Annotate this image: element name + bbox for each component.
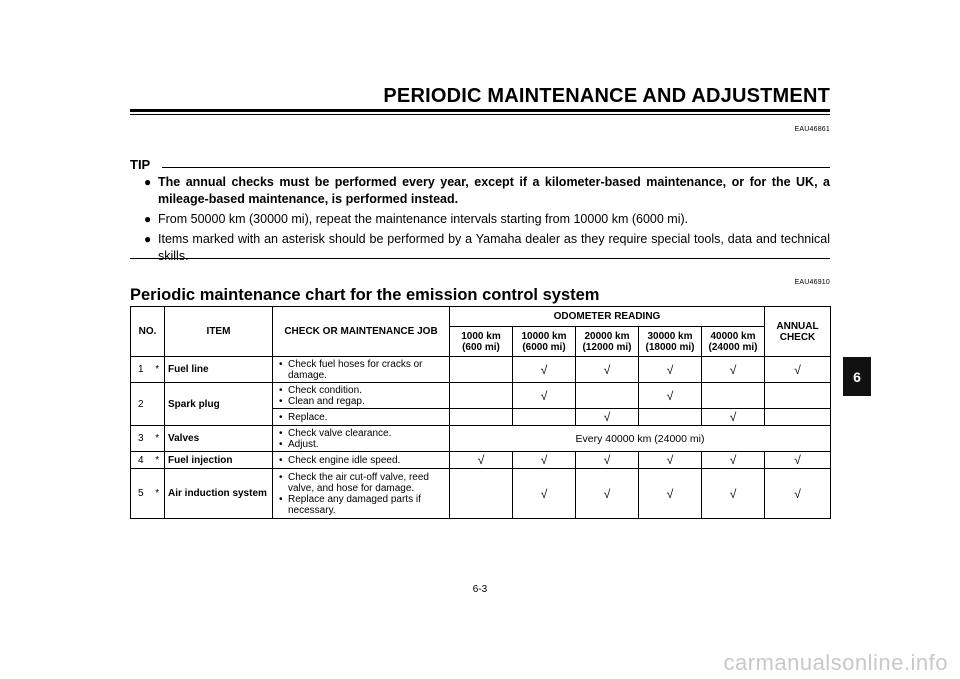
check-cell: √ <box>513 469 576 519</box>
check-cell <box>450 469 513 519</box>
row-number: 4 <box>131 452 151 469</box>
tip-label: TIP <box>130 157 151 172</box>
row-number: 3 <box>131 426 151 452</box>
check-cell <box>765 409 831 426</box>
header-interval: 10000 km (6000 mi) <box>513 327 576 357</box>
watermark: carmanualsonline.info <box>723 650 948 675</box>
row-item: Spark plug <box>165 383 273 426</box>
table-row <box>131 426 831 452</box>
check-cell: √ <box>513 383 576 409</box>
bullet-icon: ● <box>144 175 152 189</box>
check-cell: √ <box>513 452 576 469</box>
asterisk: * <box>151 426 165 452</box>
row-number: 5 <box>131 469 151 519</box>
check-cell <box>702 383 765 409</box>
check-cell: √ <box>576 409 639 426</box>
row-item: Fuel injection <box>165 452 273 469</box>
header-rule <box>130 109 830 112</box>
tip-rule-bottom <box>130 258 830 259</box>
tip-item: ● The annual checks must be performed every year, except if a kilometer-based maintenance, or for the UK, a mileage-based maintenance, is performed instead. <box>144 175 830 206</box>
check-cell <box>513 409 576 426</box>
row-number: 2 <box>131 383 151 426</box>
check-cell <box>450 409 513 426</box>
check-cell: √ <box>513 357 576 383</box>
asterisk: * <box>151 469 165 519</box>
section-title: Periodic maintenance chart for the emission control system <box>130 286 600 304</box>
check-cell: √ <box>765 357 831 383</box>
header-interval: 20000 km (12000 mi) <box>576 327 639 357</box>
header-interval: 1000 km (600 mi) <box>450 327 513 357</box>
check-cell <box>576 383 639 409</box>
check-cell: √ <box>639 452 702 469</box>
table-row <box>131 452 831 469</box>
header-no: NO. <box>131 307 165 357</box>
bullet-icon: ● <box>144 232 152 246</box>
check-cell: √ <box>639 357 702 383</box>
check-cell <box>639 409 702 426</box>
check-cell: √ <box>576 357 639 383</box>
emission-maintenance-table <box>130 306 831 519</box>
section-reference-code: EAU46910 <box>794 279 830 286</box>
tip-item: ● From 50000 km (30000 mi), repeat the maintenance intervals starting from 10000 km (6000 mi). <box>144 212 689 226</box>
header-interval: 40000 km (24000 mi) <box>702 327 765 357</box>
check-cell: √ <box>765 469 831 519</box>
check-cell: √ <box>450 452 513 469</box>
row-job: • Check the air cut-off valve, reed valve, and hose for damage. • Replace any damaged parts if necessary. <box>273 469 450 519</box>
table-row <box>131 357 831 383</box>
check-cell: √ <box>639 383 702 409</box>
header-odometer: ODOMETER READING <box>450 307 765 327</box>
check-cell: √ <box>576 452 639 469</box>
table-row <box>131 383 831 409</box>
table-row <box>131 469 831 519</box>
tip-reference-code: EAU46861 <box>794 126 830 133</box>
row-job: • Check valve clearance. • Adjust. <box>273 426 450 452</box>
header-interval: 30000 km (18000 mi) <box>639 327 702 357</box>
check-cell: √ <box>702 452 765 469</box>
header-rule-thin <box>130 114 830 115</box>
check-cell: √ <box>576 469 639 519</box>
check-cell: √ <box>702 357 765 383</box>
row-number: 1 <box>131 357 151 383</box>
header-annual-check: ANNUAL CHECK <box>765 307 831 357</box>
check-cell: √ <box>765 452 831 469</box>
asterisk: * <box>151 452 165 469</box>
row-item: Fuel line <box>165 357 273 383</box>
check-cell <box>450 383 513 409</box>
row-job: • Replace. <box>273 409 450 426</box>
bullet-icon: ● <box>144 212 152 226</box>
tip-rule-top <box>162 167 830 168</box>
check-cell <box>450 357 513 383</box>
tip-list <box>144 174 830 268</box>
check-cell <box>765 383 831 409</box>
page-header-title: PERIODIC MAINTENANCE AND ADJUSTMENT <box>383 85 830 107</box>
check-cell: √ <box>639 469 702 519</box>
row-item: Valves <box>165 426 273 452</box>
header-job: CHECK OR MAINTENANCE JOB <box>273 307 450 357</box>
check-cell: √ <box>702 469 765 519</box>
asterisk <box>151 383 165 426</box>
page-number: 6-3 <box>472 584 488 595</box>
row-job: • Check fuel hoses for cracks or damage. <box>273 357 450 383</box>
asterisk: * <box>151 357 165 383</box>
row-job: • Check condition. • Clean and regap. <box>273 383 450 409</box>
check-cell: √ <box>702 409 765 426</box>
chapter-side-tab: 6 <box>843 357 871 396</box>
tip-item: ● Items marked with an asterisk should be performed by a Yamaha dealer as they require special tools, data and technical skills. <box>144 232 830 263</box>
row-job: • Check engine idle speed. <box>273 452 450 469</box>
row-item: Air induction system <box>165 469 273 519</box>
header-item: ITEM <box>165 307 273 357</box>
interval-note: Every 40000 km (24000 mi) <box>450 426 831 452</box>
